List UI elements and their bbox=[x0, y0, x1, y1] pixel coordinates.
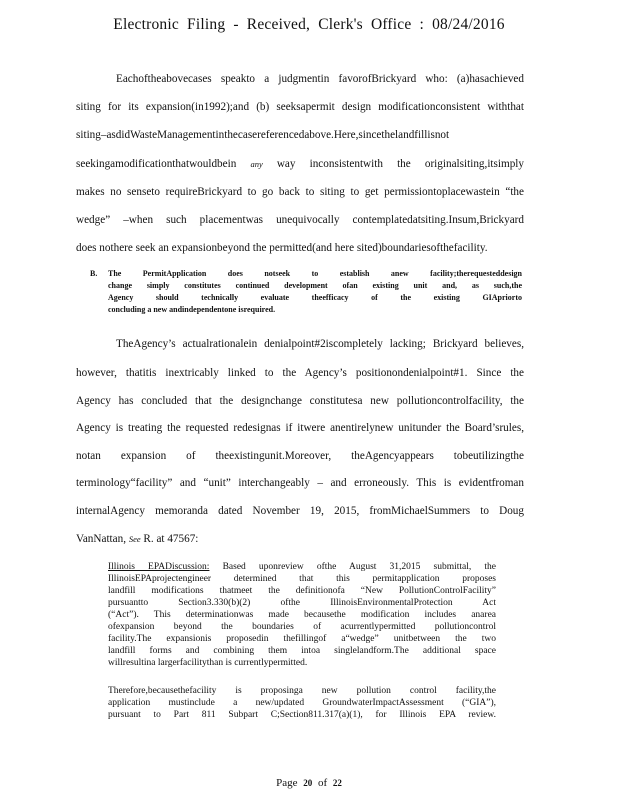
citation-signal: See bbox=[128, 534, 141, 544]
filing-stamp-header: Electronic Filing - Received, Clerk's Office : 08/24/2016 bbox=[113, 16, 505, 33]
body-line: internalAgency memoranda dated November 19, 2015, fromMichaelSummers to Doug bbox=[76, 505, 524, 517]
quote-line: willresultina largerfacilitythan is currentlypermitted. bbox=[108, 658, 308, 668]
body-line: siting for its expansion(in1992);and (b) seeksapermit design modificationconsistent withthat bbox=[76, 101, 524, 113]
body-line: wedge” –when such placementwas unequivocally contemplatedatsiting.Insum,Brickyard bbox=[76, 214, 524, 226]
body-line: terminology“facility” and “unit” interchangeably – and erroneously. This is evidentfroman bbox=[76, 477, 524, 489]
quote-line: facility.The expansionis proposedin thefillingof a“wedge” unitbetween the two bbox=[108, 634, 496, 644]
quote-line: landfill modifications thatmeet the definitionofa “New PollutionControlFacility” bbox=[108, 586, 496, 596]
body-line: however, thatitis inextricably linked to the Agency’s positionondenialpoint#1. Since the bbox=[76, 367, 524, 379]
quote-line: landfill forms and combining them intoa singlelandform.The additional space bbox=[108, 646, 496, 656]
quote-line: Therefore,becausethefacility is proposinga new pollution control facility,the bbox=[108, 686, 496, 696]
page-total: 22 bbox=[332, 778, 342, 788]
quote-line: pursuantto Section3.330(b)(2) ofthe IllinoisEnvironmentalProtection Act bbox=[108, 598, 496, 608]
section-heading-line: The PermitApplication does notseek to establish anew facility;therequesteddesign bbox=[108, 269, 522, 278]
quote-line: ofexpansion beyond the boundaries of acurrentlypermitted pollutioncontrol bbox=[108, 622, 496, 632]
quote-line: application mustinclude a new/updated GroundwaterImpactAssessment (“GIA”), bbox=[108, 698, 496, 708]
body-line bbox=[76, 157, 524, 171]
page-footer bbox=[0, 777, 618, 789]
quote-text: Based uponreview ofthe August 31,2015 submittal, the bbox=[222, 562, 496, 572]
page-label: Page bbox=[276, 777, 298, 789]
section-heading-line: concluding a new andindependentone isrequired. bbox=[108, 305, 276, 314]
of-label: of bbox=[317, 777, 328, 789]
quote-label: Illinois EPADiscussion: bbox=[108, 562, 210, 572]
body-line bbox=[76, 532, 524, 546]
section-heading-line: change simply constitutes continued development ofan existing unit and, as such,the bbox=[108, 281, 522, 290]
quote-line: (“Act”). This determinationwas made becausethe modification includes anarea bbox=[108, 610, 496, 620]
quote-line: IllinoisEPAprojectengineer determined that this permitapplication proposes bbox=[108, 574, 496, 584]
quote-line: pursuant to Part 811 Subpart C;Section811.317(a)(1), for Illinois EPA review. bbox=[108, 710, 496, 720]
body-text: seekingamodificationthatwouldbein bbox=[76, 158, 237, 170]
body-line: siting–asdidWasteManagementinthecasereferencedabove.Here,sincethelandfillisnot bbox=[76, 129, 450, 141]
body-line: Agency is treating the requested redesignas if itwere anentirelynew unitunder the Board’srules, bbox=[76, 422, 524, 434]
body-line: Eachoftheabovecases speakto a judgmentin favorofBrickyard who: (a)hasachieved bbox=[116, 73, 524, 85]
section-letter: B. bbox=[90, 269, 98, 278]
body-line: Agency has concluded that the designchange constitutesa new pollutioncontrolfacility, the bbox=[76, 395, 524, 407]
emphasis-text: any bbox=[250, 159, 263, 169]
body-text: VanNattan, bbox=[76, 533, 127, 545]
body-line: TheAgency’s actualrationalein denialpoint#2iscompletely lacking; Brickyard believes, bbox=[116, 338, 524, 350]
body-line: notan expansion of theexistingunit.Moreover, theAgencyappears tobeutilizingthe bbox=[76, 450, 524, 462]
body-text: R. at 47567: bbox=[143, 533, 199, 545]
section-heading-line: Agency should technically evaluate theefficacy of the existing GIApriorto bbox=[108, 293, 522, 302]
body-line: does nothere seek an expansionbeyond the permitted(and here sited)boundariesofthefacility. bbox=[76, 242, 488, 254]
page-number: 20 bbox=[303, 778, 313, 788]
quote-line bbox=[108, 562, 496, 574]
body-line: makes no senseto requireBrickyard to go back to siting to get permissiontoplacewastein “the bbox=[76, 186, 524, 198]
body-text: way inconsistentwith the originalsiting,itsimply bbox=[276, 158, 524, 170]
